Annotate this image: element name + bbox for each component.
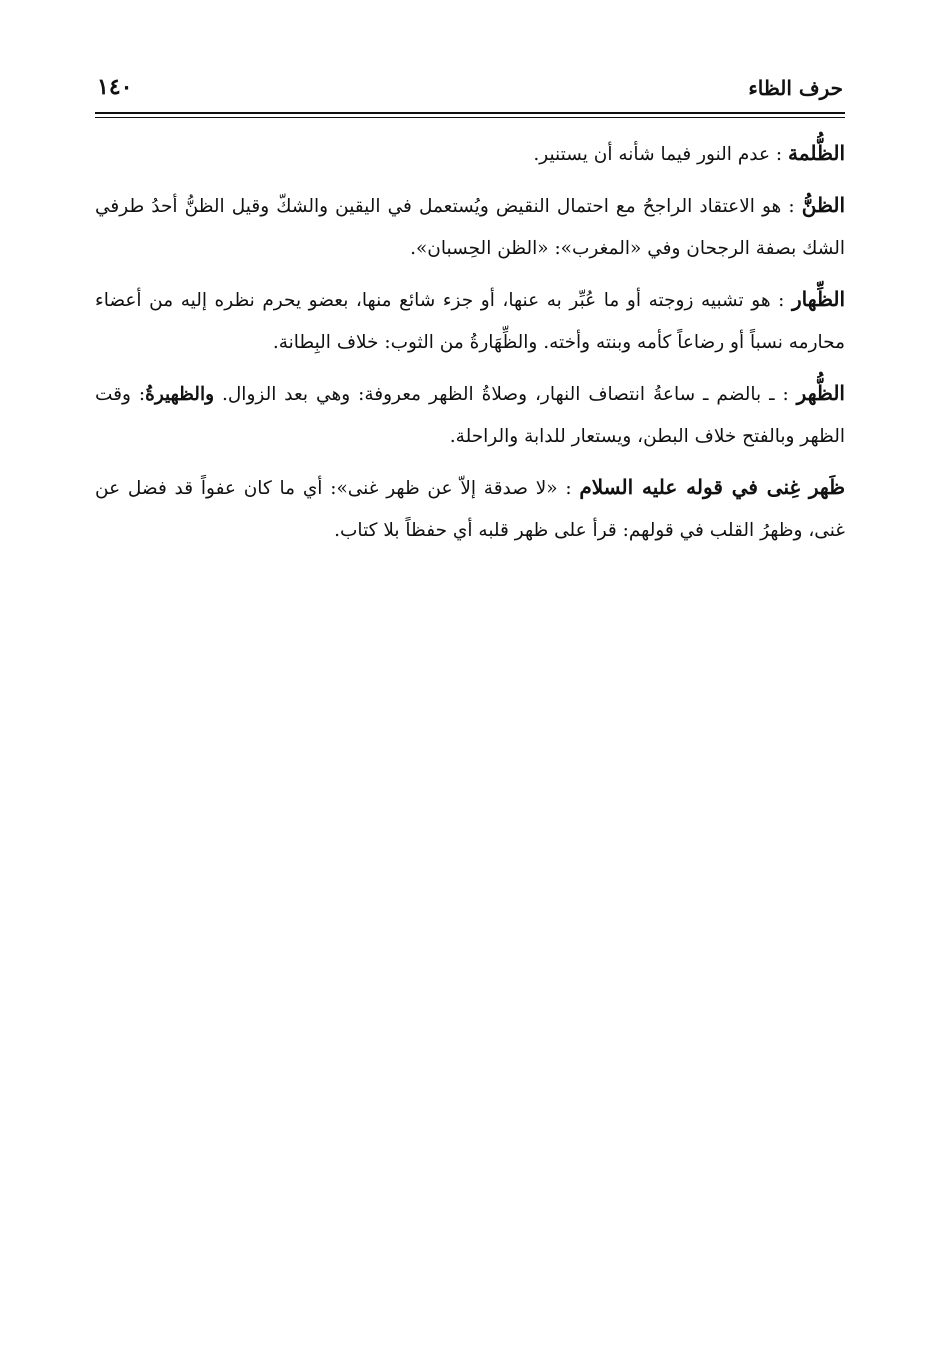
entry-zuhr [95,372,845,458]
header-rule-thin [95,117,845,118]
entry-definition-continued: : وقت الظهر وبالفتح خلاف البطن، ويستعار للدابة والراحلة. [95,384,845,447]
entry-headword: الظُّهر [796,381,845,405]
entry-definition: : عدم النور فيما شأنه أن يستنير. [533,144,789,165]
entry-headword: ظَهر غِنى في قوله عليه السلام [579,475,845,499]
entry-zulma [95,132,845,176]
header-rule [95,112,845,114]
entry-subheadword: والظهيرةُ [145,384,215,405]
book-page [95,60,845,560]
page-number: ١٤٠ [97,74,133,100]
entry-zihar [95,278,845,364]
entry-zahr-ghina [95,466,845,552]
entry-definition: : «لا صدقة إلاّ عن ظهر غنى»: أي ما كان عفواً قد فضل عن غنى، وظهرُ القلب في قولهم: قرأ على ظهر قلبه أي حفظاً بلا كتاب. [95,478,845,541]
entry-definition: : ـ بالضم ـ ساعةُ انتصاف النهار، وصلاةُ الظهر معروفة: وهي بعد الزوال. [214,384,797,405]
chapter-title: حرف الظاء [748,76,843,100]
entry-definition: : هو الاعتقاد الراجحُ مع احتمال النقيض ويُستعمل في اليقين والشكّ وقيل الظنُّ أحدُ طرفي الشك بصفة الرجحان وفي «المغرب»: «الظن الحِسبان». [95,196,845,259]
entry-headword: الظِّهار [791,287,845,311]
entry-headword: الظنُّ [801,193,845,217]
dictionary-entries [95,132,845,552]
entry-zann [95,184,845,270]
entry-definition: : هو تشبيه زوجته أو ما عُبِّر به عنها، أو جزء شائع منها، بعضو يحرم نظره إليه من أعضاء محارمه نسباً أو رضاعاً كأمه وبنته وأخته. والظِّهَارةُ من الثوب: خلاف البِطانة. [95,290,845,353]
entry-headword: الظُّلمة [788,141,845,165]
running-header [95,60,845,100]
